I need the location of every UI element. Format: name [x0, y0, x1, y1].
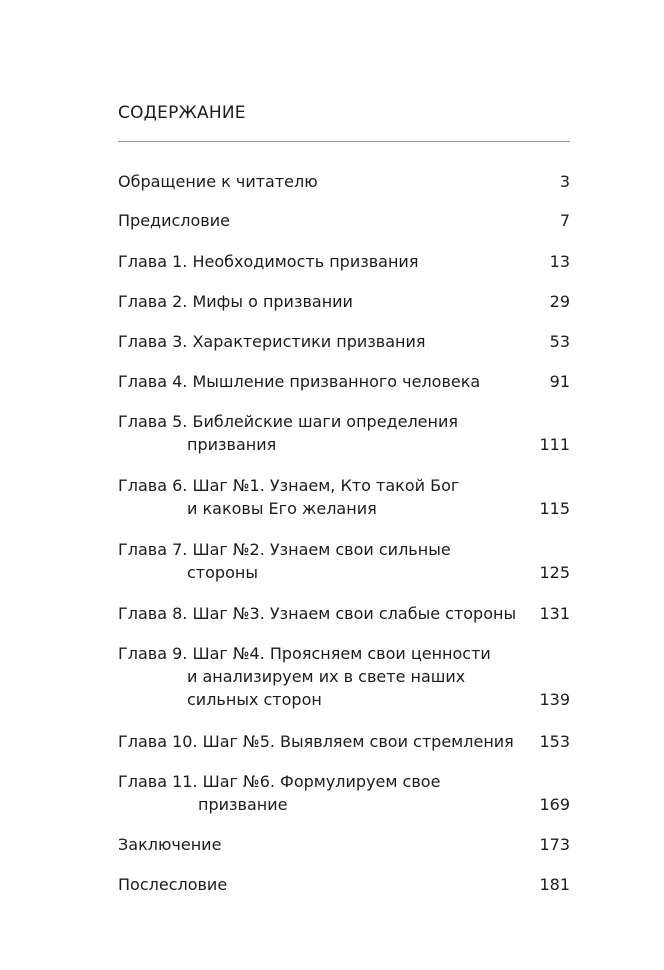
toc-entry-title: Глава 10. Шаг №5. Выявляем свои стремления [118, 732, 514, 751]
toc-entry-title: Глава 6. Шаг №1. Узнаем, Кто такой Бог [118, 476, 460, 495]
toc-entry-title: Глава 1. Необходимость призвания [118, 252, 419, 271]
toc-entry-title: Глава 11. Шаг №6. Формулируем свое [118, 772, 441, 791]
toc-page-number: 173 [539, 835, 570, 854]
dot-leader [324, 692, 538, 706]
dot-leader [229, 877, 537, 891]
toc-page-number: 3 [559, 172, 570, 191]
toc-entry[interactable] [118, 474, 570, 520]
toc-entry-title: Глава 4. Мышление призванного человека [118, 372, 481, 391]
toc-entry[interactable] [118, 730, 570, 753]
toc-page-number: 115 [539, 499, 570, 518]
toc-entry[interactable] [118, 209, 570, 232]
dot-leader [518, 606, 537, 620]
toc-page-number: 91 [549, 372, 570, 391]
toc-entry[interactable] [118, 642, 570, 711]
dot-leader [278, 437, 537, 451]
dot-leader [420, 254, 547, 268]
page-title: СОДЕРЖАНИЕ [118, 103, 246, 123]
toc-entry[interactable] [118, 873, 570, 896]
dot-leader [355, 294, 548, 308]
toc-entry[interactable] [118, 370, 570, 393]
dot-leader [223, 837, 537, 851]
toc-page-number: 139 [539, 690, 570, 709]
heading-divider [118, 141, 570, 142]
toc-entry-title: Глава 5. Библейские шаги определения [118, 412, 459, 431]
toc-entry-title: Глава 8. Шаг №3. Узнаем свои слабые стороны [118, 604, 517, 623]
toc-entry-title-continued: и каковы Его желания [187, 499, 377, 518]
dot-leader [289, 797, 537, 811]
toc-page-number: 125 [539, 563, 570, 582]
dot-leader [320, 174, 558, 188]
toc-page-number: 169 [539, 795, 570, 814]
toc-entry-title: Глава 3. Характеристики призвания [118, 332, 426, 351]
toc-entry[interactable] [118, 410, 570, 456]
toc-entry-title-continued: и анализируем их в свете наших [187, 667, 466, 686]
dot-leader [427, 334, 547, 348]
toc-entry-title-continued: призвание [198, 795, 288, 814]
toc-page-number: 153 [539, 732, 570, 751]
dot-leader [379, 501, 538, 515]
toc-entry-title: Предисловие [118, 211, 230, 230]
dot-leader [482, 374, 547, 388]
toc-entry-title-continued: стороны [187, 563, 258, 582]
toc-entry[interactable] [118, 330, 570, 353]
toc-entry[interactable] [118, 602, 570, 625]
dot-leader [516, 734, 538, 748]
toc-entry-title: Глава 9. Шаг №4. Проясняем свои ценности [118, 644, 491, 663]
toc-entry[interactable] [118, 538, 570, 584]
toc-page-number: 7 [559, 211, 570, 230]
toc-page-number: 13 [549, 252, 570, 271]
toc-page-number: 131 [539, 604, 570, 623]
toc-entry[interactable] [118, 290, 570, 313]
toc-entry[interactable] [118, 833, 570, 856]
toc-entry-title: Заключение [118, 835, 222, 854]
toc-entry-title-continued: призвания [187, 435, 277, 454]
toc-page-number: 111 [539, 435, 570, 454]
toc-entry-title: Глава 7. Шаг №2. Узнаем свои сильные [118, 540, 451, 559]
toc-entry-title-continued: сильных сторон [187, 690, 322, 709]
toc-entry[interactable] [118, 170, 570, 193]
toc-page-number: 181 [539, 875, 570, 894]
toc-entry-title: Обращение к читателю [118, 172, 318, 191]
dot-leader [260, 565, 538, 579]
toc-page-number: 53 [549, 332, 570, 351]
dot-leader [232, 213, 558, 227]
toc-entry-title: Послесловие [118, 875, 228, 894]
toc-entry-title: Глава 2. Мифы о призвании [118, 292, 353, 311]
toc-entry[interactable] [118, 770, 570, 816]
toc-entry[interactable] [118, 250, 570, 273]
toc-page-number: 29 [549, 292, 570, 311]
